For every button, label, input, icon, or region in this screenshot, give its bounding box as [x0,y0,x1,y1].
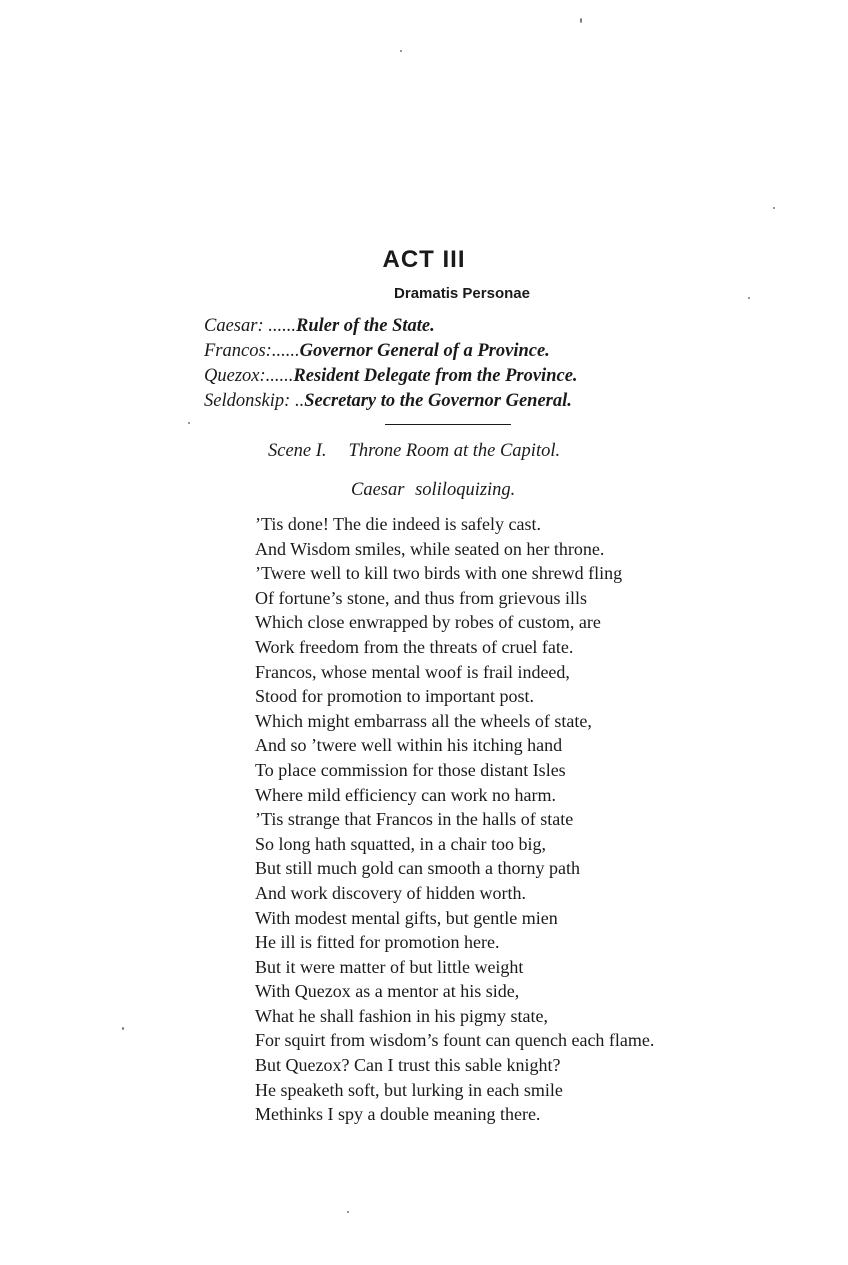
verse-line: Methinks I spy a double meaning there. [255,1104,541,1125]
verse-block [255,512,654,1127]
verse-line: And work discovery of hidden worth. [255,882,526,903]
persona-row [204,314,578,339]
scene-number: Scene I. [268,441,327,461]
verse-line: ’Tis strange that Francos in the halls of state [255,809,574,830]
verse-line: Which might embarrass all the wheels of state, [255,710,592,731]
verse-line: Work freedom from the threats of cruel fate. [255,636,574,657]
persona-name: Francos: [204,341,272,361]
persona-name: Seldonskip: [204,391,291,411]
persona-role: Ruler of the State. [296,316,435,336]
verse-line: Where mild efficiency can work no harm. [255,784,557,805]
verse-line: And so ’twere well within his itching hand [255,735,563,756]
persona-leader-dots: ...... [265,366,294,386]
verse-line: ’Tis done! The die indeed is safely cast. [255,514,541,534]
verse-line: And Wisdom smiles, while seated on her throne. [255,538,605,559]
verse-line: Which close enwrapped by robes of custom, are [255,612,601,633]
persona-row [204,339,578,364]
verse-line: So long hath squatted, in a chair too big, [255,833,546,854]
scan-speck [122,1027,124,1030]
verse-line: What he shall fashion in his pigmy state, [255,1005,548,1026]
persona-name: Quezox: [204,366,266,386]
persona-role: Secretary to the Governor General. [304,391,572,411]
verse-line: To place commission for those distant Isles [255,759,566,780]
persona-leader-dots: .. [290,391,305,411]
dramatis-personae-heading: Dramatis Personae [394,285,530,302]
verse-line: For squirt from wisdom’s fount can quench each flame. [255,1030,655,1051]
scan-speck [400,50,402,52]
verse-line: He ill is fitted for promotion here. [255,932,500,953]
verse-line: Of fortune’s stone, and thus from grievous ills [255,587,587,608]
verse-line: Stood for promotion to important post. [255,686,534,707]
verse-line: He speaketh soft, but lurking in each smile [255,1079,563,1100]
verse-line: But still much gold can smooth a thorny path [255,858,580,879]
scan-speck [580,18,582,23]
act-title: ACT III [382,246,466,273]
section-divider [385,424,511,425]
verse-line: But it were matter of but little weight [255,956,524,977]
persona-leader-dots: ...... [263,316,296,336]
persona-leader-dots: ...... [271,341,300,361]
verse-line: But Quezox? Can I trust this sable knight? [255,1055,561,1076]
verse-line: Francos, whose mental woof is frail indeed, [255,661,570,682]
scan-speck [347,1211,349,1213]
persona-role: Resident Delegate from the Province. [293,366,578,386]
persona-row [204,389,578,414]
verse-line: ’Twere well to kill two birds with one shrewd fling [255,563,623,584]
scene-setting: Throne Room at the Capitol. [348,441,561,461]
stage-direction: Caesar soliloquizing. [351,480,516,500]
scan-speck [773,207,775,209]
scan-speck [188,422,190,424]
persona-name: Caesar: [204,316,264,336]
scene-heading [268,441,560,462]
verse-line: With modest mental gifts, but gentle mien [255,907,558,928]
dramatis-personae-list [204,314,578,414]
verse-line: With Quezox as a mentor at his side, [255,981,520,1002]
persona-row [204,364,578,389]
persona-role: Governor General of a Province. [299,341,550,361]
